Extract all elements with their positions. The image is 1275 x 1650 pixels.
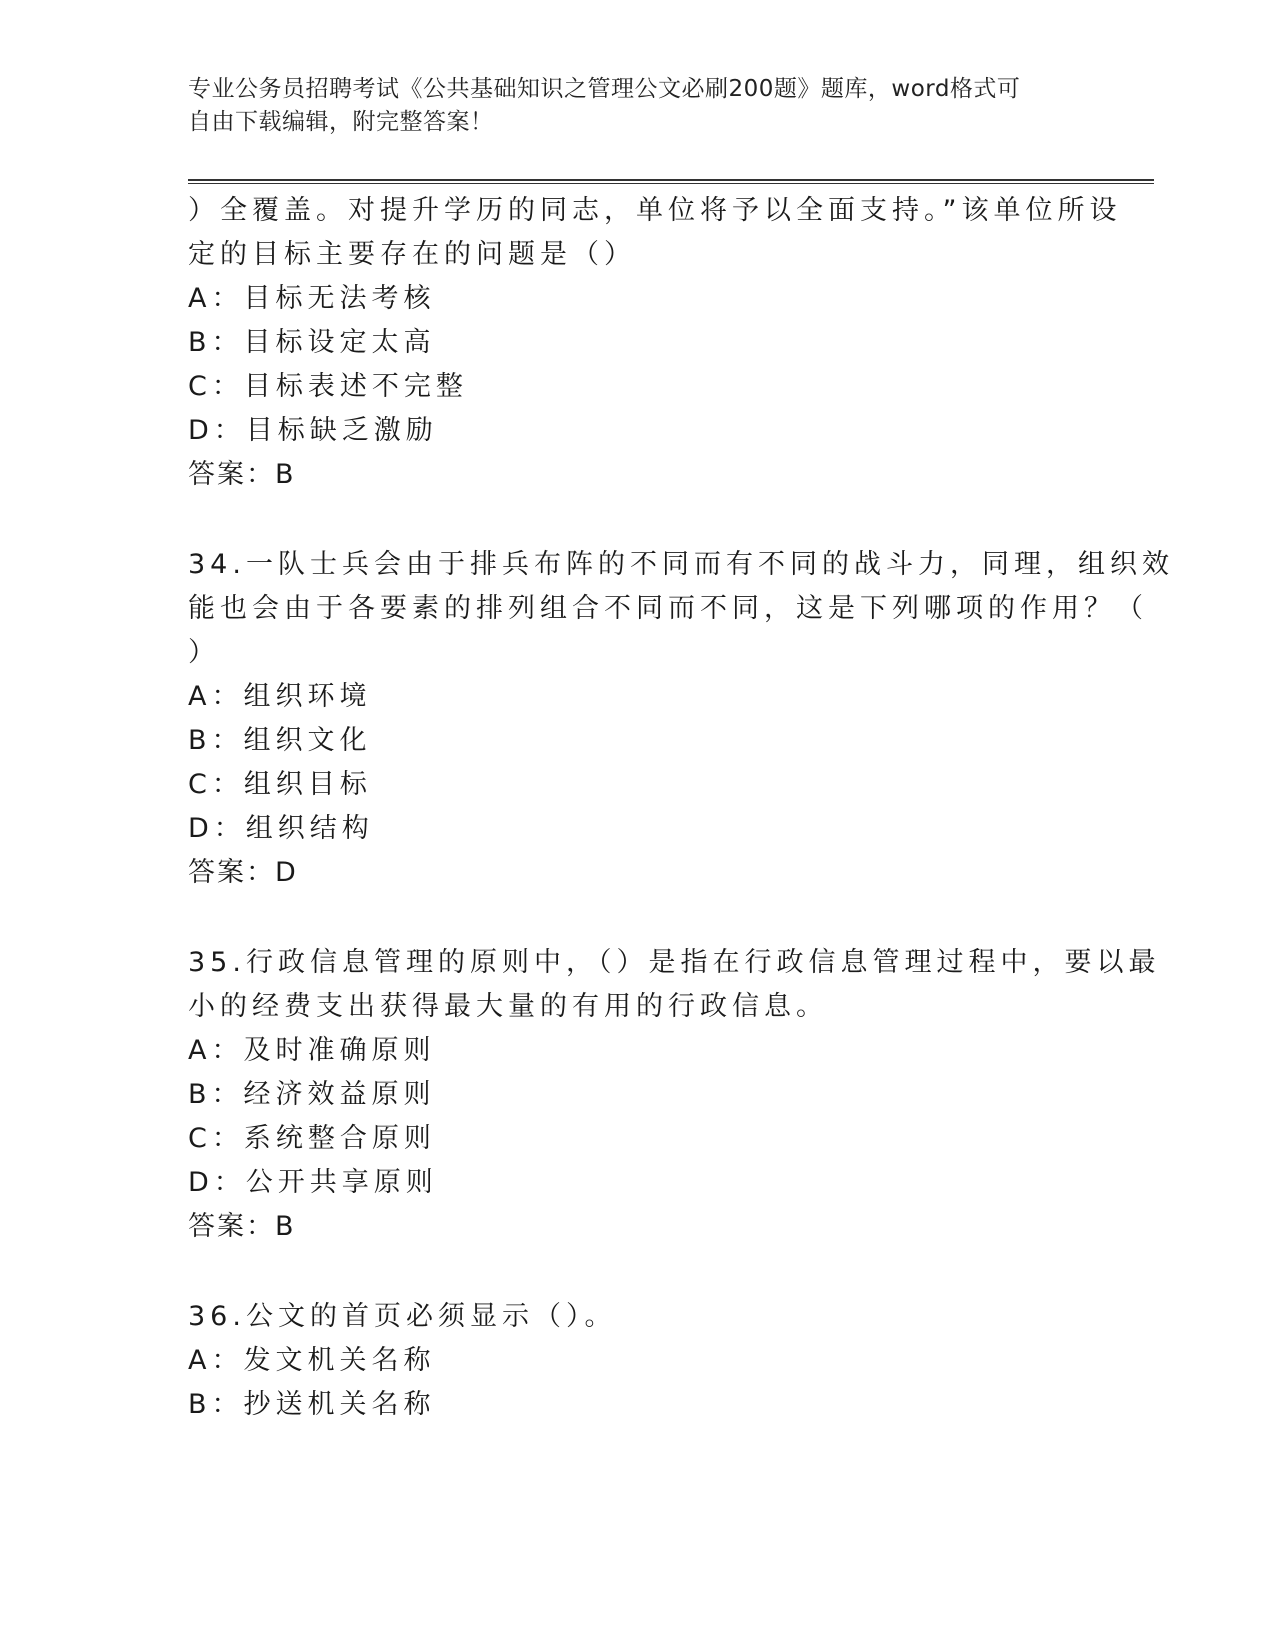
q35-option-b: B：经济效益原则 [188, 1079, 436, 1110]
q33-answer: 答案：B [188, 459, 296, 490]
q35-stem-line-2: 小的经费支出获得最大量的有用的行政信息。 [188, 991, 828, 1022]
q35-option-d: D：公开共享原则 [188, 1167, 438, 1198]
header-line-1: 专业公务员招聘考试《公共基础知识之管理公文必刷200题》题库，word格式可 [188, 76, 1021, 102]
q33-option-c: C：目标表述不完整 [188, 371, 468, 402]
q36-option-b: B：抄送机关名称 [188, 1389, 436, 1420]
q35-stem-line-1: 35.行政信息管理的原则中，（）是指在行政信息管理过程中，要以最 [188, 947, 1161, 978]
q36-option-a: A：发文机关名称 [188, 1345, 436, 1376]
q33-option-a: A：目标无法考核 [188, 283, 436, 314]
q34-stem-line-2: 能也会由于各要素的排列组合不同而不同，这是下列哪项的作用？（ [188, 593, 1148, 624]
q34-stem-line-3: ） [188, 637, 220, 668]
q34-option-b: B：组织文化 [188, 725, 372, 756]
q34-option-c: C：组织目标 [188, 769, 372, 800]
q34-answer: 答案：D [188, 857, 298, 888]
q35-option-c: C：系统整合原则 [188, 1123, 436, 1154]
header-line-2: 自由下载编辑，附完整答案！ [188, 109, 494, 135]
q34-stem-line-1: 34.一队士兵会由于排兵布阵的不同而有不同的战斗力，同理，组织效 [188, 549, 1174, 580]
q34-option-a: A：组织环境 [188, 681, 372, 712]
q33-stem-line-1: ）全覆盖。对提升学历的同志，单位将予以全面支持。”该单位所设 [188, 195, 1122, 226]
q33-stem-line-2: 定的目标主要存在的问题是（） [188, 239, 636, 270]
q35-option-a: A：及时准确原则 [188, 1035, 436, 1066]
q34-option-d: D：组织结构 [188, 813, 374, 844]
q35-answer: 答案：B [188, 1211, 296, 1242]
q36-stem-line-1: 36.公文的首页必须显示（）。 [188, 1301, 617, 1332]
q33-option-d: D：目标缺乏激励 [188, 415, 438, 446]
q33-option-b: B：目标设定太高 [188, 327, 436, 358]
document-header [188, 73, 1068, 139]
header-divider-thin [188, 183, 1154, 184]
header-divider-thick [188, 179, 1154, 181]
